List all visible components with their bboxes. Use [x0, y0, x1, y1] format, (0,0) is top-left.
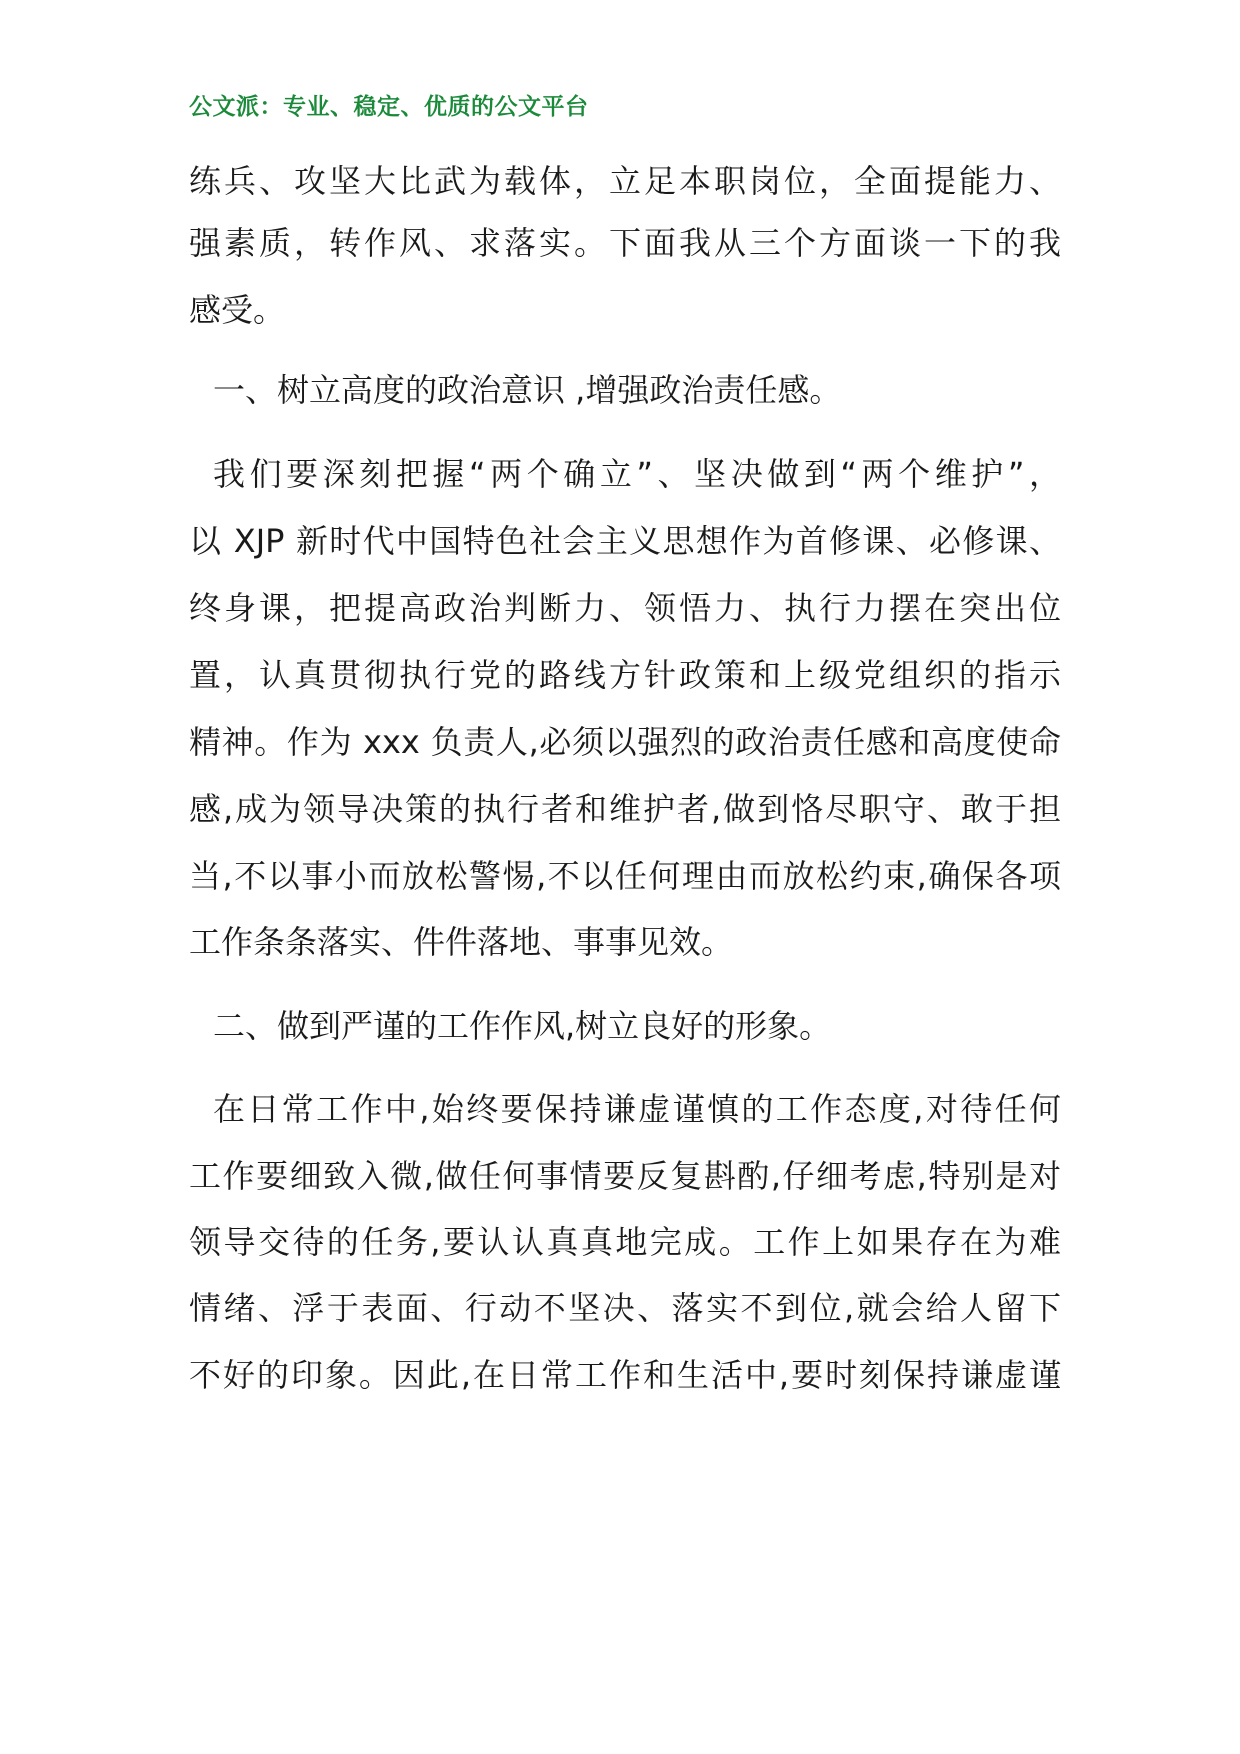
- section-heading: 二、做到严谨的工作作风,树立良好的形象。: [213, 1007, 832, 1045]
- body-line: 在日常工作中,始终要保持谦虚谨慎的工作态度,对待任何: [213, 1090, 1061, 1128]
- body-line: 工作条条落实、件件落地、事事见效。: [189, 923, 734, 961]
- body-line: 置，认真贯彻执行党的路线方针政策和上级党组织的指示: [189, 656, 1061, 694]
- body-line: 以 XJP 新时代中国特色社会主义思想作为首修课、必修课、: [189, 522, 1061, 560]
- section-heading: 一、树立高度的政治意识 ,增强政治责任感。: [213, 371, 842, 409]
- body-line: 领导交待的任务,要认认真真地完成。工作上如果存在为难: [189, 1223, 1061, 1261]
- body-line: 精神。作为 xxx 负责人,必须以强烈的政治责任感和高度使命: [189, 723, 1061, 761]
- body-line: 感受。: [189, 291, 286, 329]
- body-line: 情绪、浮于表面、行动不坚决、落实不到位,就会给人留下: [189, 1289, 1061, 1327]
- document-header: 公文派：专业、稳定、优质的公文平台: [189, 93, 589, 120]
- body-line: 终身课，把提高政治判断力、领悟力、执行力摆在突出位: [189, 589, 1061, 627]
- body-line: 不好的印象。因此,在日常工作和生活中,要时刻保持谦虚谨: [189, 1356, 1061, 1394]
- body-line: 我们要深刻把握“两个确立”、坚决做到“两个维护”，: [213, 455, 1061, 493]
- body-line: 练兵、攻坚大比武为载体，立足本职岗位，全面提能力、: [189, 162, 1061, 200]
- body-line: 工作要细致入微,做任何事情要反复斟酌,仔细考虑,特别是对: [189, 1157, 1061, 1195]
- body-line: 强素质，转作风、求落实。下面我从三个方面谈一下的我: [189, 224, 1061, 262]
- body-line: 当,不以事小而放松警惕,不以任何理由而放松约束,确保各项: [189, 857, 1061, 895]
- body-line: 感,成为领导决策的执行者和维护者,做到恪尽职守、敢于担: [189, 790, 1061, 828]
